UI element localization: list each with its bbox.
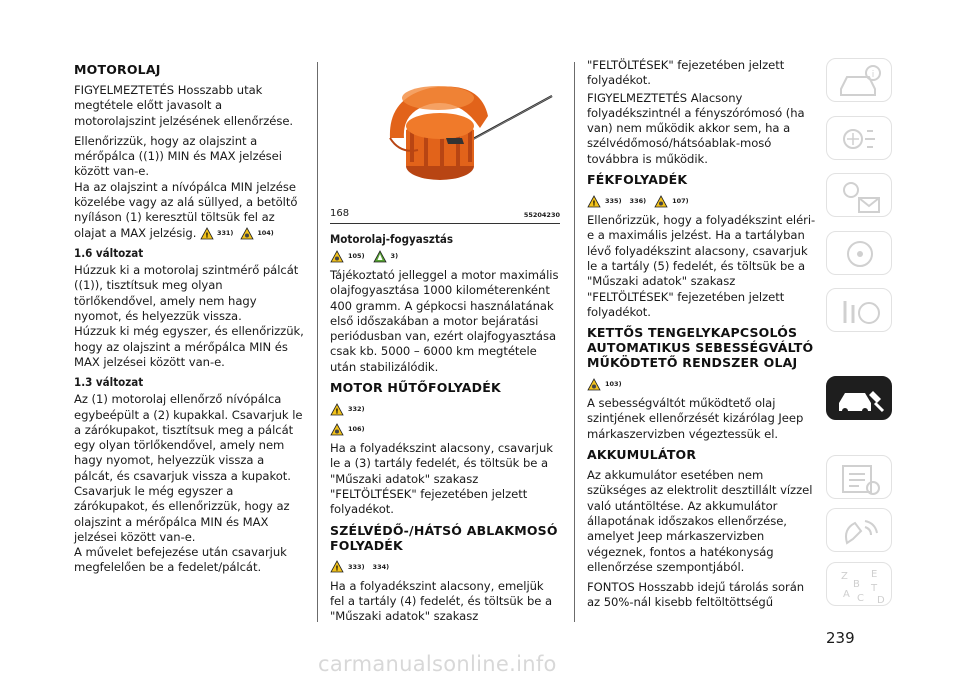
heading-battery: AKKUMULÁTOR: [587, 447, 697, 463]
battery-text: Az akkumulátor esetében nem szükséges az elektrolit desztillált vízzel való utántöltése. Az akkumulátor állapotának időszakos ellenőrzése, amelyet Jeep márkaszervizben végeznek, fontos a hatékonyság ellenőrzése szempontjából.: [587, 468, 813, 574]
svg-text:B: B: [853, 579, 860, 590]
page-number: 239: [826, 629, 855, 647]
svg-text:!: !: [335, 564, 339, 573]
variant-1-3-text-2: Csavarjuk le még egyszer a zárókupakot, és ellenőrizzük, hogy az olajszint a mérőpálca MIN és MAX jelzései között van-e.: [74, 483, 290, 544]
svg-text:T: T: [871, 583, 878, 594]
multimedia-icon: [827, 509, 893, 553]
washer-text: Ha a folyadékszint alacsony, emeljük fel a tartály (4) fedelét, és töltsük be a "Műszaki adatok" szakasz: [330, 578, 553, 624]
svg-text:!: !: [592, 199, 596, 208]
coolant-text: Ha a folyadékszint alacsony, csavarjuk le a (3) tartály fedelét, és töltsük be a "Műszaki adatok" szakasz "FELTÖLTÉSEK" fejezetében jelzett folyadékot.: [330, 441, 553, 517]
svg-text:E: E: [871, 569, 878, 580]
environment-triangle-icon: [373, 250, 387, 263]
washer-refs: ! 333) 334): [330, 559, 560, 575]
column-divider-1: [317, 62, 318, 622]
svg-text:Z: Z: [841, 571, 848, 582]
heading-motor-oil: MOTOROLAJ: [74, 62, 161, 77]
coolant-refs-1: ! 332): [330, 401, 560, 417]
tab-multimedia[interactable]: [826, 508, 892, 552]
oil-check-text: Ellenőrizzük, hogy az olajszint a mérőpálca ((1)) MIN és MAX jelzései között van-e.: [74, 133, 282, 179]
variant-1-3-text-3: A művelet befejezése után csavarjuk megfelelően be a fedelet/pálcát.: [74, 545, 287, 575]
variant-1-6-heading: 1.6 változat: [74, 246, 144, 261]
svg-text:!: !: [335, 407, 339, 416]
starting-driving-icon: [827, 232, 893, 276]
tab-index[interactable]: [826, 562, 892, 606]
battery-storage-text: FONTOS Hosszabb idejű tárolás során az 50%-nál kisebb feltöltöttségű: [587, 580, 805, 610]
oil-refs: ! 331) 104): [200, 226, 278, 241]
tab-maintenance[interactable]: [826, 376, 892, 420]
tab-starting-driving[interactable]: [826, 231, 892, 275]
tab-technical-data[interactable]: [826, 455, 892, 499]
coolant-refs-2: 106): [330, 421, 560, 437]
warning-triangle-icon: [330, 403, 344, 416]
warning-triangle-icon: [330, 560, 344, 573]
figure-caption: [330, 208, 560, 219]
service-triangle-icon: [330, 250, 344, 263]
brake-refs: ! 335) 336) 107): [587, 193, 819, 209]
tab-car-info[interactable]: [826, 58, 892, 102]
car-info-icon: [827, 59, 893, 103]
technical-data-icon: [827, 456, 893, 500]
service-triangle-icon: [240, 227, 254, 240]
column-1: [74, 58, 306, 581]
maintenance-car-icon: [827, 377, 893, 421]
headlamp-washer-warning: FIGYELMEZTETÉS Alacsony folyadékszintnél a fényszórómosó (ha van) nem működik akkor sem, ha a szélvédőmosó/hátsóablak-mosó továbbra is működik.: [587, 90, 805, 166]
heading-washer-fluid: SZÉLVÉDŐ-/HÁTSÓ ABLAKMOSÓ FOLYADÉK: [330, 522, 558, 553]
footer-watermark: carmanualsonline.info: [318, 652, 557, 676]
index-icon: [827, 563, 893, 607]
column-3: [587, 58, 819, 616]
svg-text:!: !: [205, 231, 209, 240]
heading-brake-fluid: FÉKFOLYADÉK: [587, 172, 688, 188]
service-triangle-icon: [330, 423, 344, 436]
caption-divider: [330, 223, 560, 224]
gearbox-refs: 103): [587, 376, 819, 392]
refills-text: "FELTÖLTÉSEK" fejezetében jelzett folyadékot.: [587, 58, 785, 88]
service-triangle-icon: [587, 378, 601, 391]
warning-lights-icon: [827, 117, 893, 161]
figure-number: 168: [330, 208, 350, 219]
figure-ref: 55204230: [523, 211, 560, 219]
svg-text:i: i: [871, 70, 875, 80]
variant-1-3-text: Az (1) motorolaj ellenőrző nívópálca egybeépült a (2) kupakkal. Csavarjuk le a zárókupakot, tisztítsuk meg a pálcát egy olyan törlőkendővel, amely nem hagy nyomot, helyezzük vissza a pálcát, és csavarjuk vissza a kupakot.: [74, 392, 303, 483]
svg-text:D: D: [877, 595, 885, 606]
column-2: [330, 58, 560, 629]
variant-1-6-text: Húzzuk ki a motorolaj szintmérő pálcát ((1)), tisztítsuk meg olyan törlőkendővel, amely nem hagy nyomot, és helyezzük vissza.: [74, 263, 299, 324]
warning-triangle-icon: [587, 195, 601, 208]
variant-1-6-text-2: Húzzuk ki még egyszer, és ellenőrizzük, hogy az olajszint a mérőpálca MIN és MAX jelzései között van-e.: [74, 324, 304, 369]
tab-emergency[interactable]: [826, 288, 892, 332]
heading-oil-consumption: Motorolaj-fogyasztás: [330, 232, 454, 246]
svg-text:C: C: [857, 593, 864, 604]
consumption-refs: 105) 3): [330, 248, 560, 264]
heading-gearbox-oil: KETTŐS TENGELYKAPCSOLÓS AUTOMATIKUS SEBESSÉGVÁLTÓ MŰKÖDTETŐ RENDSZER OLAJ: [587, 325, 814, 371]
oil-warning-text: FIGYELMEZTETÉS Hosszabb utak megtétele előtt javasolt a motorolajszint jelzésének ellenőrzése.: [74, 83, 294, 128]
variant-1-3-heading: 1.3 változat: [74, 375, 144, 390]
heading-coolant: MOTOR HŰTŐFOLYADÉK: [330, 380, 501, 396]
tab-safety[interactable]: [826, 173, 892, 217]
tab-warning-lights[interactable]: [826, 116, 892, 160]
brake-text: Ellenőrizzük, hogy a folyadékszint eléri-e a maximális jelzést. Ha a tartályban lévő folyadékszint alacsony, csavarjuk le a tartály (5) fedelét, és töltsük be a "Műszaki adatok" szakasz "FELTÖLTÉSEK" fejezetében jelzett folyadékot.: [587, 213, 816, 319]
warning-triangle-icon: [200, 227, 214, 240]
column-divider-2: [574, 62, 575, 622]
service-triangle-icon: [654, 195, 668, 208]
safety-icon: [827, 174, 893, 218]
oil-cap-photo: [330, 58, 560, 206]
emergency-icon: [827, 289, 893, 333]
svg-text:A: A: [843, 589, 850, 600]
consumption-text: Tájékoztató jelleggel a motor maximális olajfogyasztása 1000 kilométerenként 400 gramm. A gépkocsi használatának első időszakában a motor bejáratási periódusban van, ezért olajfogyasztása csak kb. 5000 – 6000 km megtétele után stabilizálódik.: [330, 268, 559, 374]
gearbox-text: A sebességváltót működtető olaj szintjének ellenőrzését kizárólag Jeep márkaszervizben végeztessük el.: [587, 396, 804, 441]
oil-top-up-text: Ha az olajszint a nívópálca MIN jelzése közelébe vagy az alá süllyed, a betöltő nyíláson (1) keresztül töltsük fel az olajat a MAX jelzésig. ! 331) 104): [74, 179, 298, 240]
